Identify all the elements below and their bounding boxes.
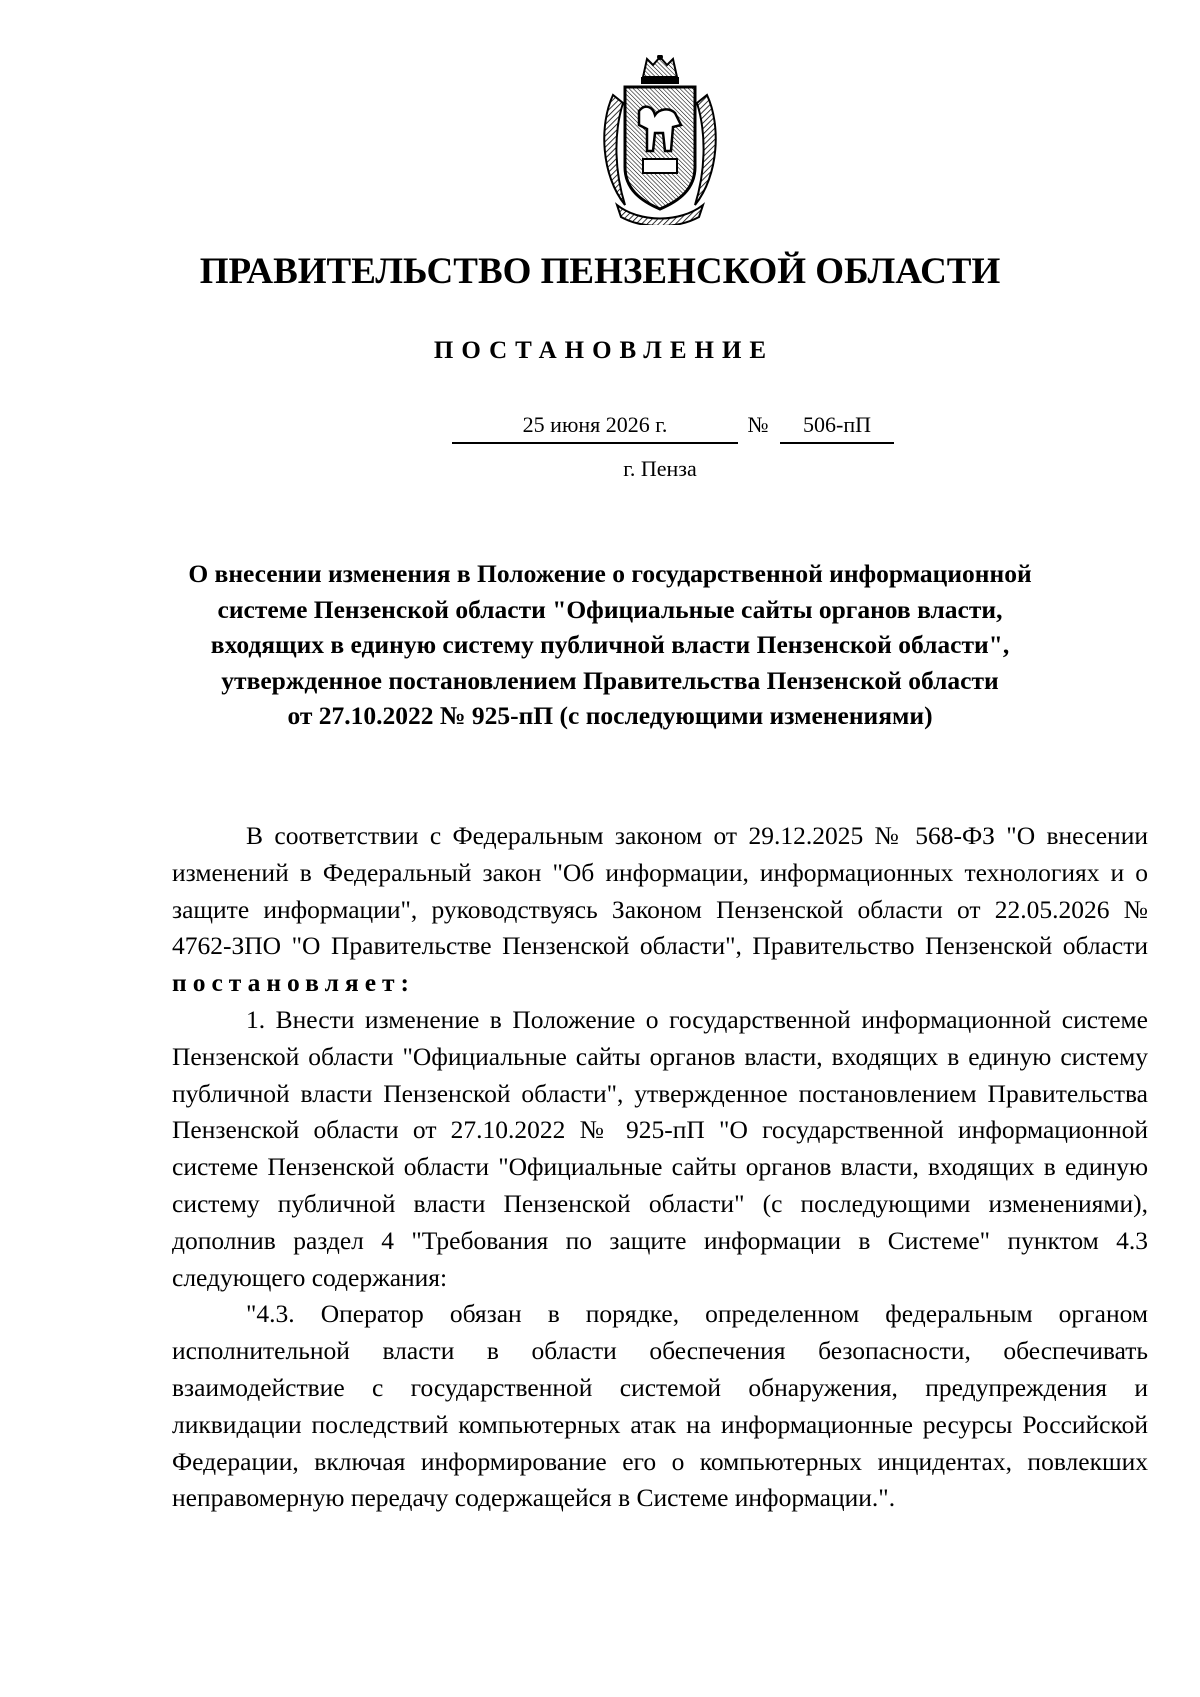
document-body	[172, 818, 1148, 1517]
preamble-text: В соответствии с Федеральным законом от 29.12.2025 № 568-ФЗ "О внесении изменений в Федеральный закон "Об информации, информационных технологиях и о защите информации", руководствуясь Законом Пензенской области от 22.05.2026 № 4762-ЗПО "О Правительстве Пензенской области", Правительство Пензенской области	[172, 821, 1148, 961]
subject-line: утвержденное постановлением Правительства Пензенской области	[221, 665, 999, 695]
subject-line: О внесении изменения в Положение о государственной информационной	[188, 559, 1032, 588]
item-1-paragraph: 1. Внести изменение в Положение о государственной информационной системе Пензенской области "Официальные сайты органов власти, входящих в единую систему публичной власти Пензенской области", утвержденное постановлением Правительства Пензенской области от 27.10.2022 № 925-пП "О государственной информационной системе Пензенской области "Официальные сайты органов власти, входящих в единую систему публичной власти Пензенской области" (с последующими изменениями), дополнив раздел 4 "Требования по защите информации в Системе" пунктом 4.3 следующего содержания:	[172, 1004, 1148, 1292]
subject-line: входящих в единую систему публичной власти Пензенской области",	[210, 630, 1010, 660]
crown-icon	[641, 55, 679, 84]
subject-line: от 27.10.2022 № 925-пП (с последующими изменениями)	[287, 701, 933, 731]
document-type: ПОСТАНОВЛЕНИЕ	[433, 337, 775, 364]
document-number: 506-пП	[780, 410, 894, 444]
item-1-quote-paragraph: "4.3. Оператор обязан в порядке, определенном федеральным органом исполнительной власти в области обеспечения безопасности, обеспечивать взаимодействие с государственной системой обнаружения, предупреждения и ликвидации последствий компьютерных атак на информационные ресурсы Российской Федерации, включая информирование его о компьютерных инцидентах, повлекших неправомерную передачу содержащейся в Системе информации.".	[172, 1299, 1148, 1513]
document-city: г. Пенза	[623, 456, 697, 481]
document-subject	[150, 556, 1070, 734]
number-sign: №	[747, 412, 769, 437]
organization-title: ПРАВИТЕЛЬСТВО ПЕНЗЕНСКОЙ ОБЛАСТИ	[199, 251, 1001, 292]
decree-word: постановляет:	[172, 968, 416, 998]
preamble-paragraph	[172, 818, 1148, 1002]
subject-line: системе Пензенской области "Официальные сайты органов власти,	[217, 594, 1003, 624]
coat-of-arms-icon	[595, 55, 725, 225]
registration-line	[0, 410, 1200, 450]
document-date: 25 июня 2026 г.	[452, 410, 738, 444]
